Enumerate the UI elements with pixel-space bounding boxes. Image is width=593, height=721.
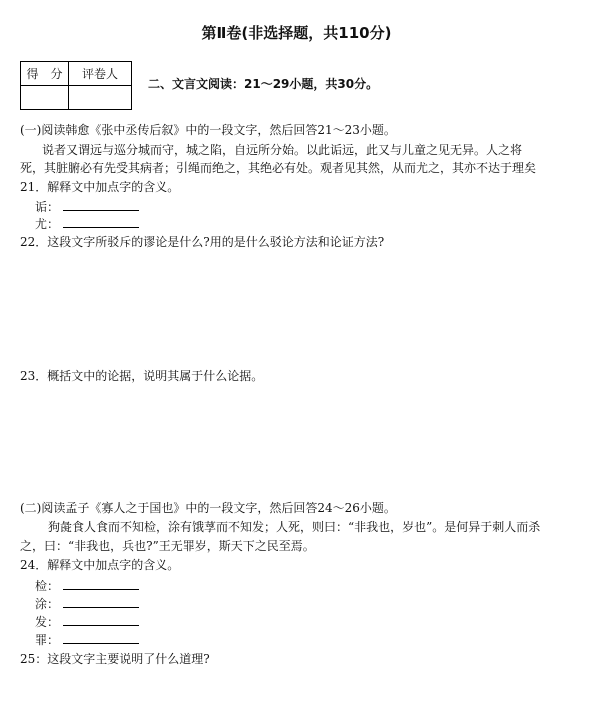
answer-line[interactable] bbox=[35, 215, 139, 232]
score-table bbox=[20, 61, 132, 110]
part1-passage-line-1: 说者又谓远与巡分城而守，城之陷，自远所分始。以此诟远，此又与儿童之见无异。人之将 bbox=[42, 143, 523, 157]
question-24: 24．解释文中加点字的含义。 bbox=[20, 558, 180, 572]
answer-line[interactable] bbox=[35, 198, 139, 215]
answer-blank[interactable] bbox=[63, 198, 139, 211]
answer-blank[interactable] bbox=[63, 595, 139, 608]
question-23: 23．概括文中的论据，说明其属于什么论据。 bbox=[20, 369, 264, 383]
part1-passage-line-2: 死，其脏腑必有先受其病者；引绳而绝之，其绝必有处。观者见其然，从而尤之，其亦不达于理矣 bbox=[20, 161, 537, 175]
answer-label: 发： bbox=[35, 615, 60, 629]
section-heading: 二、文言文阅读：21～29小题，共30分。 bbox=[148, 77, 379, 91]
question-22: 22．这段文字所驳斥的谬论是什么?用的是什么驳论方法和论证方法? bbox=[20, 235, 385, 249]
grader-cell bbox=[69, 86, 132, 110]
answer-line[interactable] bbox=[35, 577, 139, 594]
score-header: 得 分 bbox=[21, 62, 69, 86]
answer-label: 尤： bbox=[35, 217, 60, 231]
answer-blank[interactable] bbox=[63, 631, 139, 644]
part2-passage-line-2: 之，曰：“非我也，兵也?”王无罪岁，斯天下之民至焉。 bbox=[20, 539, 315, 553]
score-cell bbox=[21, 86, 69, 110]
answer-label: 涂： bbox=[35, 597, 60, 611]
answer-line[interactable] bbox=[35, 613, 139, 630]
answer-blank[interactable] bbox=[63, 577, 139, 590]
answer-line[interactable] bbox=[35, 631, 139, 648]
page-title: 第Ⅱ卷(非选择题，共110分) bbox=[201, 24, 392, 42]
part2-passage-line-1: 狗彘食人食而不知检，涂有饿莩而不知发；人死，则曰：“非我也，岁也”。是何异于刺人而杀 bbox=[48, 520, 541, 534]
answer-blank[interactable] bbox=[63, 215, 139, 228]
question-21: 21．解释文中加点字的含义。 bbox=[20, 180, 180, 194]
answer-label: 罪： bbox=[35, 633, 60, 647]
answer-line[interactable] bbox=[35, 595, 139, 612]
question-25: 25：这段文字主要说明了什么道理? bbox=[20, 652, 210, 666]
grader-header: 评卷人 bbox=[69, 62, 132, 86]
part2-intro: (二)阅读孟子《寡人之于国也》中的一段文字，然后回答24～26小题。 bbox=[20, 501, 396, 515]
part1-intro: (一)阅读韩愈《张中丞传后叙》中的一段文字，然后回答21～23小题。 bbox=[20, 123, 396, 137]
answer-label: 检： bbox=[35, 579, 60, 593]
answer-blank[interactable] bbox=[63, 613, 139, 626]
answer-label: 诟： bbox=[35, 200, 60, 214]
